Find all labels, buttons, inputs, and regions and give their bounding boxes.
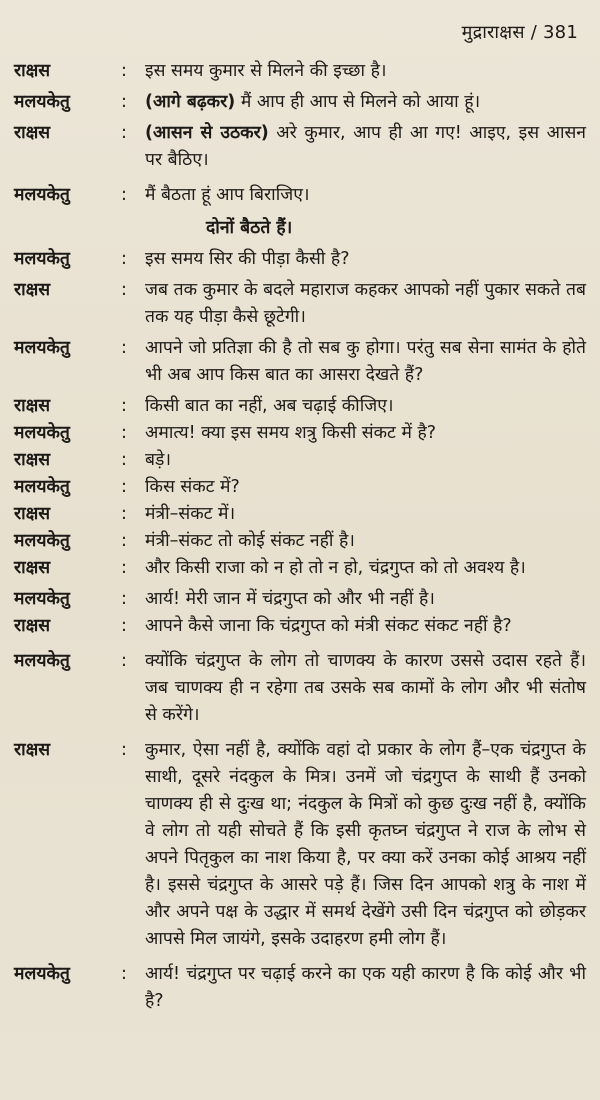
speech-text: क्योंकि चंद्रगुप्त के लोग तो चाणक्य के कारण उससे उदास रहते हैं। जब चाणक्य ही न रहेगा तब उसके सब कामों के लोग और भी संतोष से करेंगे। bbox=[145, 651, 586, 725]
dialogue-line bbox=[14, 474, 586, 501]
speech-text: मंत्री–संकट तो कोई संकट नहीं है। bbox=[145, 531, 355, 551]
colon: : bbox=[121, 504, 127, 524]
colon: : bbox=[121, 558, 127, 578]
speech-text: आपने जो प्रतिज्ञा की है तो सब कु होगा। परंतु सब सेना सामंत के होते भी अब आप किस बात का आसरा देखते हैं? bbox=[145, 338, 586, 385]
speech-text: कुमार, ऐसा नहीं है, क्योंकि वहां दो प्रकार के लोग हैं–एक चंद्रगुप्त के साथी, दूसरे नंदकुल के मित्र। उनमें जो चंद्रगुप्त के साथी हैं उनको चाणक्य ही से दुःख था; नंदकुल के मित्रों को कुछ दुःख नहीं है, क्योंकि वे लोग तो यही सोचते हैं कि इसी कृतघ्न चंद्रगुप्त ने राज के लोभ से अपने पितृकुल का नाश किया है, पर क्या करें उनका कोई आश्रय नहीं है। इससे चंद्रगुप्त के आसरे पड़े हैं। जिस दिन आपको शत्रु के नाश में और अपने पक्ष के उद्धार में समर्थ देखेंगे उसी दिन चंद्रगुप्त को छोड़कर आपसे मिल जायंगे, इसके उदाहरण हमी लोग हैं। bbox=[145, 740, 586, 949]
dialogue-line bbox=[14, 737, 586, 953]
speaker-name: मलयकेतु bbox=[14, 423, 70, 443]
stage-direction: (आगे बढ़कर) bbox=[145, 92, 236, 112]
speaker-name: मलयकेतु bbox=[14, 249, 70, 269]
colon: : bbox=[121, 964, 127, 984]
colon: : bbox=[121, 123, 127, 143]
stage-direction: (आसन से उठकर) bbox=[145, 123, 269, 143]
speech-text: और किसी राजा को न हो तो न हो, चंद्रगुप्त को तो अवश्य है। bbox=[145, 558, 526, 578]
dialogue-line bbox=[14, 528, 586, 555]
speaker-name: मलयकेतु bbox=[14, 92, 70, 112]
speech-text: अमात्य! क्या इस समय शत्रु किसी संकट में है? bbox=[145, 423, 437, 443]
dialogue-line bbox=[14, 120, 586, 174]
speaker-name: मलयकेतु bbox=[14, 531, 70, 551]
speech-text: जब तक कुमार के बदले महाराज कहकर आपको नहीं पुकार सकते तब तक यह पीड़ा कैसे छूटेगी। bbox=[145, 280, 586, 327]
page-header bbox=[462, 20, 578, 44]
book-title: मुद्राराक्षस bbox=[461, 22, 525, 43]
speaker-name: राक्षस bbox=[14, 616, 51, 636]
dialogue-line bbox=[14, 555, 586, 582]
dialogue-line bbox=[14, 246, 586, 273]
dialogue-line bbox=[14, 447, 586, 474]
speech-text: इस समय सिर की पीड़ा कैसी है? bbox=[145, 249, 350, 269]
dialogue-line bbox=[14, 586, 586, 613]
speaker-name: राक्षस bbox=[14, 504, 51, 524]
dialogue-body bbox=[14, 58, 586, 1015]
dialogue-line bbox=[14, 58, 586, 85]
speech-text: बड़े। bbox=[145, 450, 171, 470]
colon: : bbox=[121, 185, 127, 205]
speaker-name: राक्षस bbox=[14, 450, 51, 470]
speech-text: मंत्री–संकट में। bbox=[145, 504, 236, 524]
colon: : bbox=[121, 338, 127, 358]
dialogue-line bbox=[14, 961, 586, 1015]
colon: : bbox=[121, 740, 127, 760]
speaker-name: राक्षस bbox=[14, 280, 51, 300]
speaker-name: मलयकेतु bbox=[14, 589, 70, 609]
speech-text: आर्य! मेरी जान में चंद्रगुप्त को और भी नहीं है। bbox=[145, 589, 435, 609]
speech-text: किसी बात का नहीं, अब चढ़ाई कीजिए। bbox=[145, 396, 394, 416]
speaker-name: मलयकेतु bbox=[14, 185, 70, 205]
speaker-name: मलयकेतु bbox=[14, 964, 70, 984]
speech-text: मैं बैठता हूं आप बिराजिए। bbox=[145, 185, 310, 205]
dialogue-line bbox=[14, 648, 586, 729]
speaker-name: राक्षस bbox=[14, 396, 51, 416]
dialogue-line bbox=[14, 182, 586, 209]
colon: : bbox=[121, 396, 127, 416]
colon: : bbox=[121, 92, 127, 112]
scene-direction: दोनों बैठते हैं। bbox=[206, 218, 293, 238]
dialogue-line bbox=[14, 335, 586, 389]
colon: : bbox=[121, 450, 127, 470]
speaker-name: मलयकेतु bbox=[14, 338, 70, 358]
colon: : bbox=[121, 61, 127, 81]
header-separator: / bbox=[530, 22, 538, 43]
page-number: 381 bbox=[543, 22, 578, 43]
speech-text: (आगे बढ़कर) मैं आप ही आप से मिलने को आया हूं। bbox=[145, 92, 481, 112]
dialogue-line bbox=[14, 420, 586, 447]
speech-text: (आसन से उठकर) अरे कुमार, आप ही आ गए! आइए, इस आसन पर बैठिए। bbox=[145, 123, 586, 170]
speech-text: किस संकट में? bbox=[145, 477, 240, 497]
dialogue-line bbox=[14, 89, 586, 116]
speaker-name: राक्षस bbox=[14, 61, 51, 81]
colon: : bbox=[121, 423, 127, 443]
speaker-name: राक्षस bbox=[14, 740, 51, 760]
dialogue-line bbox=[14, 613, 586, 640]
colon: : bbox=[121, 531, 127, 551]
colon: : bbox=[121, 249, 127, 269]
speech-text: इस समय कुमार से मिलने की इच्छा है। bbox=[145, 61, 387, 81]
speaker-name: राक्षस bbox=[14, 558, 51, 578]
dialogue-line bbox=[14, 277, 586, 331]
speaker-name: मलयकेतु bbox=[14, 477, 70, 497]
dialogue-line bbox=[14, 501, 586, 528]
dialogue-line bbox=[14, 393, 586, 420]
colon: : bbox=[121, 477, 127, 497]
speech-text: आपने कैसे जाना कि चंद्रगुप्त को मंत्री संकट संकट नहीं है? bbox=[145, 616, 512, 636]
speech-text: आर्य! चंद्रगुप्त पर चढ़ाई करने का एक यही कारण है कि कोई और भी है? bbox=[145, 964, 586, 1011]
colon: : bbox=[121, 589, 127, 609]
colon: : bbox=[121, 616, 127, 636]
speaker-name: राक्षस bbox=[14, 123, 51, 143]
speaker-name: मलयकेतु bbox=[14, 651, 70, 671]
colon: : bbox=[121, 280, 127, 300]
colon: : bbox=[121, 651, 127, 671]
